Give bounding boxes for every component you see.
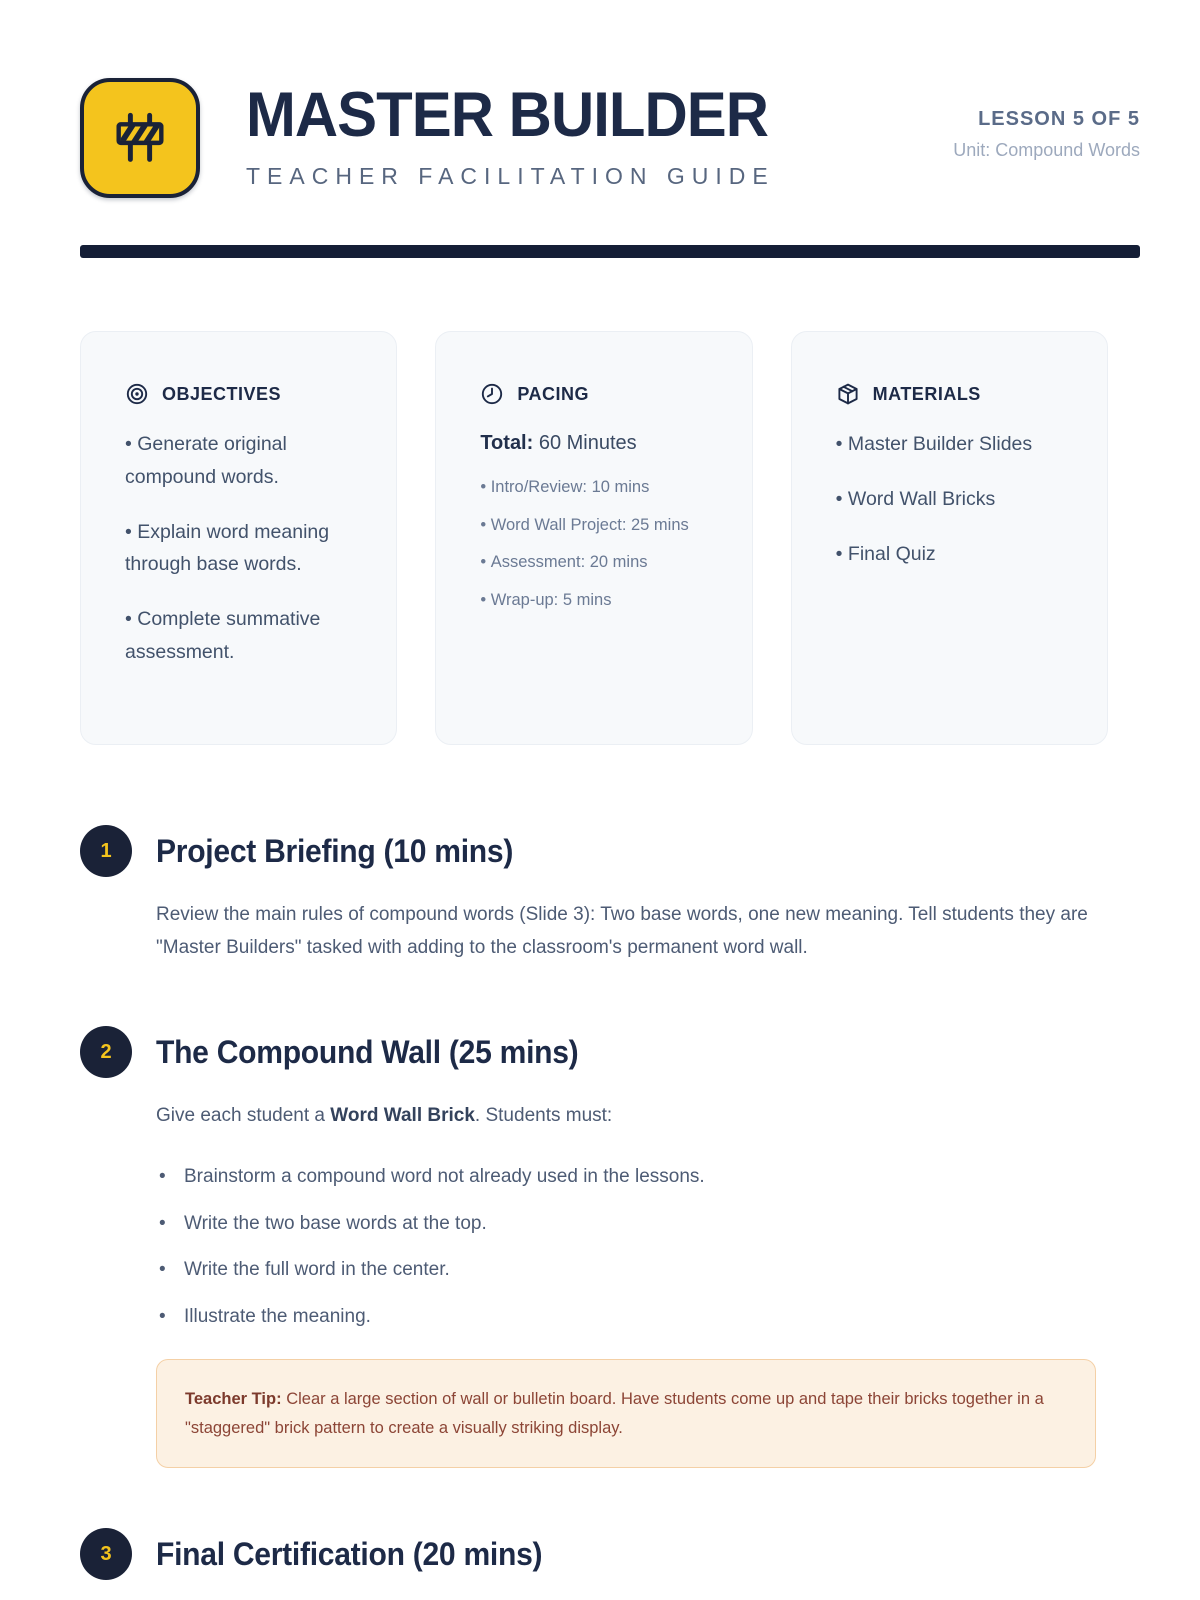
step-section-1 (80, 825, 1140, 964)
material-item: • Master Builder Slides (836, 428, 1071, 461)
app-logo (80, 78, 200, 198)
teacher-tip-text (185, 1385, 1067, 1442)
pacing-total (480, 432, 715, 455)
step-number-badge: 3 (80, 1528, 132, 1580)
pacing-item: • Wrap-up: 5 mins (480, 588, 715, 614)
card-title: OBJECTIVES (162, 383, 282, 404)
bullet-item: • Write the two base words at the top. (156, 1208, 1096, 1240)
teacher-tip-label: Teacher Tip: (185, 1390, 282, 1409)
pacing-item: • Word Wall Project: 25 mins (480, 513, 715, 539)
objectives-card-header (125, 382, 360, 406)
pacing-total-value: 60 Minutes (538, 432, 637, 454)
header-divider (80, 245, 1140, 258)
step-header (80, 1528, 1140, 1580)
step-header (80, 825, 1140, 877)
bullet-item: • Illustrate the meaning. (156, 1301, 1096, 1333)
page-title: MASTER BUILDER (246, 80, 769, 150)
step-body (156, 1100, 1096, 1468)
material-item: • Final Quiz (836, 538, 1071, 571)
step-body (156, 899, 1096, 964)
step-title: Final Certification (20 mins) (156, 1535, 543, 1572)
intro-prefix: Give each student a (156, 1105, 325, 1127)
bullet-item: • Brainstorm a compound word not already used in the lessons. (156, 1161, 1096, 1193)
clock-icon (480, 382, 504, 406)
title-block (246, 78, 796, 190)
objective-item: • Complete summative assessment. (125, 603, 360, 669)
step-header (80, 1026, 1140, 1078)
unit-label: Unit: Compound Words (953, 140, 1140, 160)
pacing-item: • Assessment: 20 mins (480, 550, 715, 576)
objective-item: • Generate original compound words. (125, 428, 360, 494)
card-title: PACING (517, 383, 589, 404)
document-header (80, 78, 1140, 198)
objectives-card (80, 331, 397, 745)
pacing-item: • Intro/Review: 10 mins (480, 475, 715, 501)
step-title: The Compound Wall (25 mins) (156, 1033, 579, 1070)
pacing-total-label: Total: (480, 432, 534, 454)
intro-bold-term: Word Wall Brick (330, 1105, 475, 1127)
step-intro (156, 1100, 1096, 1132)
step-section-3 (80, 1528, 1140, 1580)
page-subtitle: TEACHER FACILITATION GUIDE (246, 163, 775, 189)
lesson-block (953, 78, 1140, 161)
materials-card (791, 331, 1108, 745)
target-icon (125, 382, 149, 406)
pacing-card (435, 331, 752, 745)
step-number-badge: 1 (80, 825, 132, 877)
materials-card-header (836, 382, 1071, 406)
step-number-badge: 2 (80, 1026, 132, 1078)
material-item: • Word Wall Bricks (836, 483, 1071, 516)
intro-suffix: . Students must: (474, 1105, 613, 1127)
step-section-2 (80, 1026, 1140, 1468)
info-cards-row (80, 331, 1108, 745)
construction-barricade-icon (107, 103, 173, 174)
bullet-item: • Write the full word in the center. (156, 1254, 1096, 1286)
card-title: MATERIALS (872, 383, 981, 404)
box-icon (836, 382, 860, 406)
step-paragraph: Review the main rules of compound words (Slide 3): Two base words, one new meaning. Tell students they are "Master Builders" tasked with adding to the classroom's permanent word wall. (156, 904, 1088, 958)
step-title: Project Briefing (10 mins) (156, 832, 514, 869)
pacing-card-header (480, 382, 715, 406)
step-bullet-list (156, 1161, 1096, 1334)
objective-item: • Explain word meaning through base words. (125, 516, 360, 582)
lesson-indicator: LESSON 5 OF 5 (978, 108, 1140, 130)
teacher-tip-callout (156, 1359, 1096, 1468)
teacher-tip-body: Clear a large section of wall or bulletin board. Have students come up and tape their bricks together in a "staggered" brick pattern to create a visually striking display. (185, 1390, 1044, 1437)
